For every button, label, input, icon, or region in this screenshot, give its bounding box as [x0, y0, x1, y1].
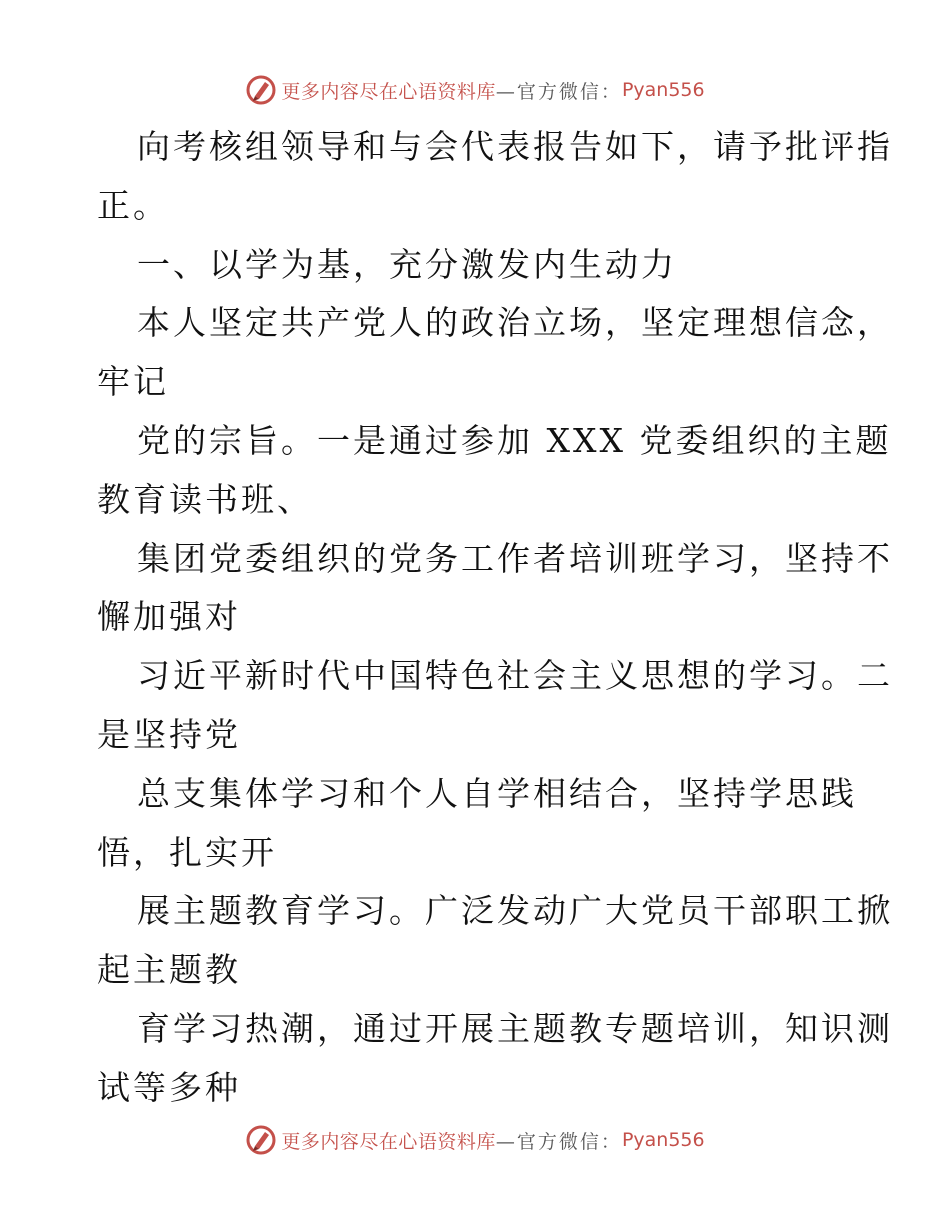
pen-logo-icon	[245, 74, 277, 106]
body-line: 试等多种	[97, 1067, 241, 1107]
body-line: 向考核组领导和与会代表报告如下，请予批评指	[137, 127, 893, 166]
watermark-separator: —官方微信：	[495, 1130, 622, 1153]
body-line: 总支集体学习和个人自学相结合，坚持学思践	[137, 773, 857, 813]
body-line: 本人坚定共产党人的政治立场，坚定理想信念，	[137, 303, 893, 343]
body-line: 展主题教育学习。广泛发动广大党员干部职工掀	[137, 891, 893, 931]
body-line: 起主题教	[97, 950, 241, 990]
watermark-separator: —官方微信：	[495, 80, 622, 103]
body-line: 悟，扎实开	[97, 832, 277, 872]
watermark-text: 更多内容尽在心语资料库	[281, 1130, 496, 1153]
body-line: 党的宗旨。一是通过参加 XXX 党委组织的主题	[137, 420, 892, 460]
body-line: 集团党委组织的党务工作者培训班学习，坚持不	[137, 538, 893, 578]
footer-watermark	[0, 1120, 950, 1160]
document-body	[97, 118, 893, 1118]
body-line: 一、以学为基，充分激发内生动力	[137, 244, 677, 284]
body-line: 育学习热潮，通过开展主题教专题培训，知识测	[137, 1008, 893, 1048]
body-line: 习近平新时代中国特色社会主义思想的学习。二	[137, 656, 893, 696]
watermark-text: 更多内容尽在心语资料库	[281, 80, 496, 103]
watermark-id: Pyan556	[621, 79, 705, 101]
body-line: 教育读书班、	[97, 479, 313, 519]
body-line: 牢记	[97, 362, 169, 402]
header-watermark	[0, 70, 950, 110]
pen-logo-icon	[245, 1124, 277, 1156]
body-line: 是坚持党	[97, 714, 241, 754]
body-line: 正。	[97, 185, 169, 225]
body-line: 懈加强对	[97, 597, 241, 637]
watermark-id: Pyan556	[621, 1129, 705, 1151]
